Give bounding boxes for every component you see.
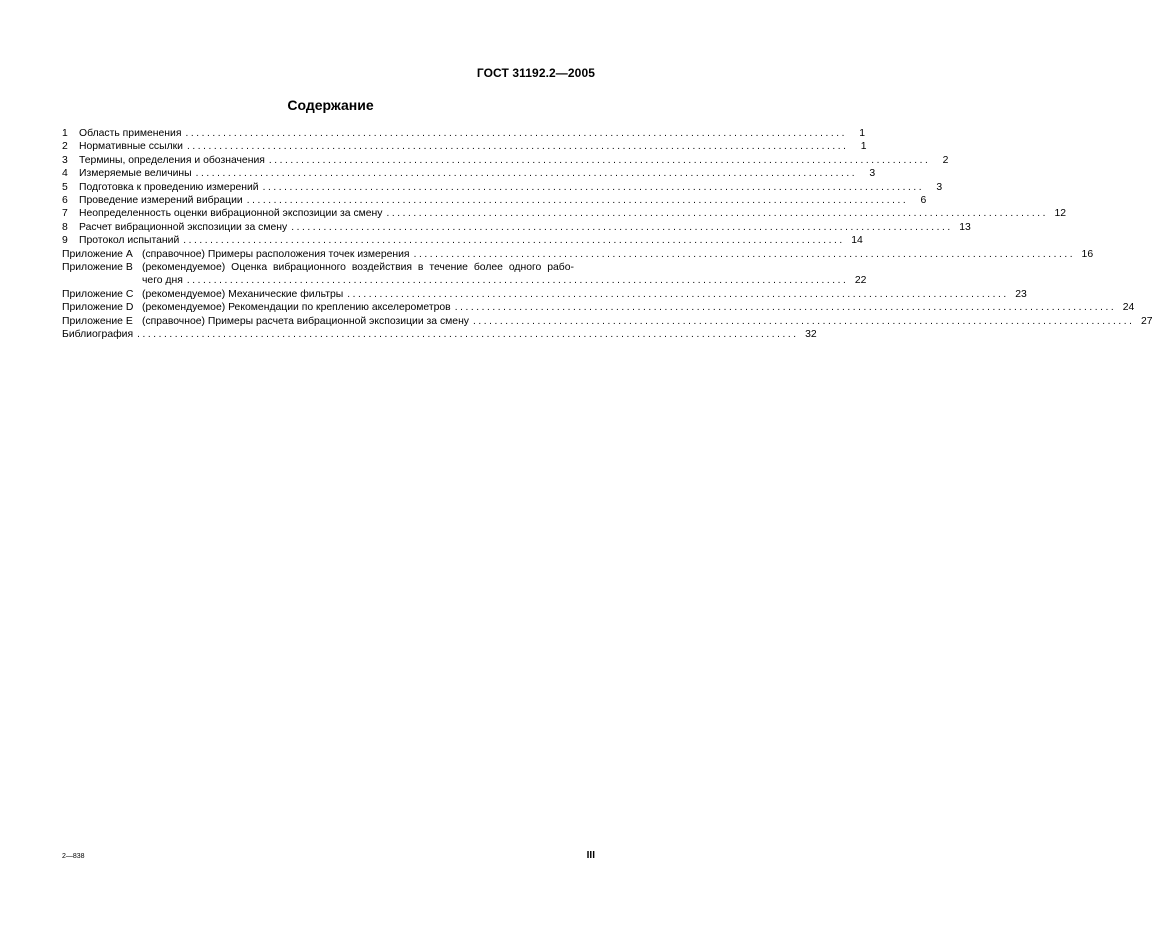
- toc-entry-9[interactable]: [62, 234, 863, 247]
- toc-entry-appendix-b[interactable]: [62, 261, 598, 274]
- dot-leader: ...........................................................................................................................: [185, 128, 848, 139]
- toc-entry-title: Протокол испытаний: [79, 235, 180, 247]
- toc-entry-number: 9: [62, 235, 68, 247]
- toc-entry-number: 6: [62, 195, 68, 207]
- toc-entry-appendix-b-continuation[interactable]: [62, 274, 867, 287]
- toc-entry-page: 12: [1054, 208, 1067, 220]
- appendix-label: Приложение А: [62, 248, 133, 260]
- toc-entry-title: (рекомендуемое) Оценка вибрационного воздействия в течение более одного рабо-: [142, 262, 574, 274]
- appendix-label: Приложение Е: [62, 315, 133, 327]
- toc-entry-number: 7: [62, 208, 68, 220]
- appendix-label: Приложение В: [62, 262, 133, 274]
- toc-entry-number: 2: [62, 141, 68, 153]
- toc-entry-page: 14: [851, 235, 863, 247]
- toc-entry-number: 4: [62, 168, 68, 180]
- toc-entry-title: Измеряемые величины: [79, 168, 192, 180]
- toc-entry-title: (рекомендуемое) Механические фильтры: [142, 288, 344, 300]
- page-title: Содержание: [287, 97, 374, 113]
- toc-entry-page: 32: [805, 329, 817, 341]
- toc-entry-page: 1: [860, 141, 867, 153]
- dot-leader: ...........................................................................................................................: [186, 275, 849, 287]
- dot-leader: ...........................................................................................................................: [183, 235, 845, 247]
- toc-entry-title: Область применения: [79, 128, 182, 139]
- toc-entry-number: 5: [62, 181, 68, 193]
- toc-entry-appendix-c[interactable]: [62, 288, 1027, 301]
- dot-leader: ...........................................................................................................................: [386, 208, 1049, 220]
- toc-entry-8[interactable]: [62, 221, 971, 234]
- toc-entry-page: 2: [942, 154, 949, 166]
- toc-entry-page: 13: [959, 221, 971, 233]
- dot-leader: ...........................................................................................................................: [268, 154, 931, 166]
- toc-entry-2[interactable]: [62, 140, 867, 153]
- toc-entry-page: 22: [854, 275, 867, 287]
- toc-entry-title: (справочное) Примеры расположения точек измерения: [142, 248, 410, 260]
- toc-entry-7[interactable]: [62, 207, 1067, 220]
- toc-entry-title: (рекомендуемое) Рекомендации по креплению акселерометров: [142, 302, 451, 314]
- toc-entry-title: Расчет вибрационной экспозиции за смену: [79, 221, 288, 233]
- toc-entry-title: Библиография: [62, 329, 134, 341]
- toc-entry-6[interactable]: [62, 194, 927, 207]
- toc-entry-title-continuation: чего дня: [142, 275, 183, 287]
- toc-entry-3[interactable]: [62, 154, 949, 167]
- toc-entry-page: 6: [920, 195, 927, 207]
- toc-entry-number: 1: [62, 128, 68, 139]
- toc-entry-page: 23: [1015, 288, 1027, 300]
- dot-leader: ...........................................................................................................................: [246, 195, 909, 207]
- dot-leader: ...........................................................................................................................: [195, 168, 858, 180]
- dot-leader: ...........................................................................................................................: [347, 288, 1009, 300]
- print-code: 2—838: [62, 853, 85, 860]
- toc-entry-number: 8: [62, 221, 68, 233]
- toc-entry-title: Подготовка к проведению измерений: [79, 181, 259, 193]
- appendix-label: Приложение С: [62, 288, 134, 300]
- toc-entry-page: 16: [1081, 248, 1094, 260]
- toc-entry-title: (справочное) Примеры расчета вибрационной экспозиции за смену: [142, 315, 470, 327]
- toc-entry-page: 27: [1141, 315, 1153, 327]
- dot-leader: ...........................................................................................................................: [454, 302, 1117, 314]
- appendix-label: Приложение D: [62, 302, 134, 314]
- toc-entry-5[interactable]: [62, 181, 943, 194]
- toc-entry-appendix-a[interactable]: [62, 248, 1094, 261]
- table-of-contents: [62, 127, 1153, 342]
- toc-entry-number: 3: [62, 154, 68, 166]
- toc-entry-page: 3: [936, 181, 943, 193]
- dot-leader: ...........................................................................................................................: [137, 329, 799, 341]
- toc-entry-appendix-e[interactable]: [62, 315, 1153, 328]
- toc-entry-title: Нормативные ссылки: [79, 141, 183, 153]
- dot-leader: ...........................................................................................................................: [186, 141, 849, 153]
- dot-leader: ...........................................................................................................................: [413, 248, 1076, 260]
- toc-entry-page: 1: [859, 128, 866, 139]
- toc-entry-bibliography[interactable]: [62, 328, 817, 341]
- toc-entry-1[interactable]: [62, 127, 866, 140]
- toc-entry-title: Термины, определения и обозначения: [79, 154, 265, 166]
- dot-leader: ...........................................................................................................................: [473, 315, 1135, 327]
- dot-leader: ...........................................................................................................................: [291, 221, 953, 233]
- toc-entry-title: Проведение измерений вибрации: [79, 195, 243, 207]
- toc-entry-appendix-d[interactable]: [62, 301, 1135, 314]
- standard-code: ГОСТ 31192.2—2005: [476, 66, 595, 80]
- page-number: III: [586, 850, 595, 861]
- toc-entry-title: Неопределенность оценки вибрационной экспозиции за смену: [79, 208, 383, 220]
- toc-entry-4[interactable]: [62, 167, 876, 180]
- toc-entry-page: 3: [869, 168, 876, 180]
- toc-entry-page: 24: [1122, 302, 1135, 314]
- dot-leader: ...........................................................................................................................: [262, 181, 925, 193]
